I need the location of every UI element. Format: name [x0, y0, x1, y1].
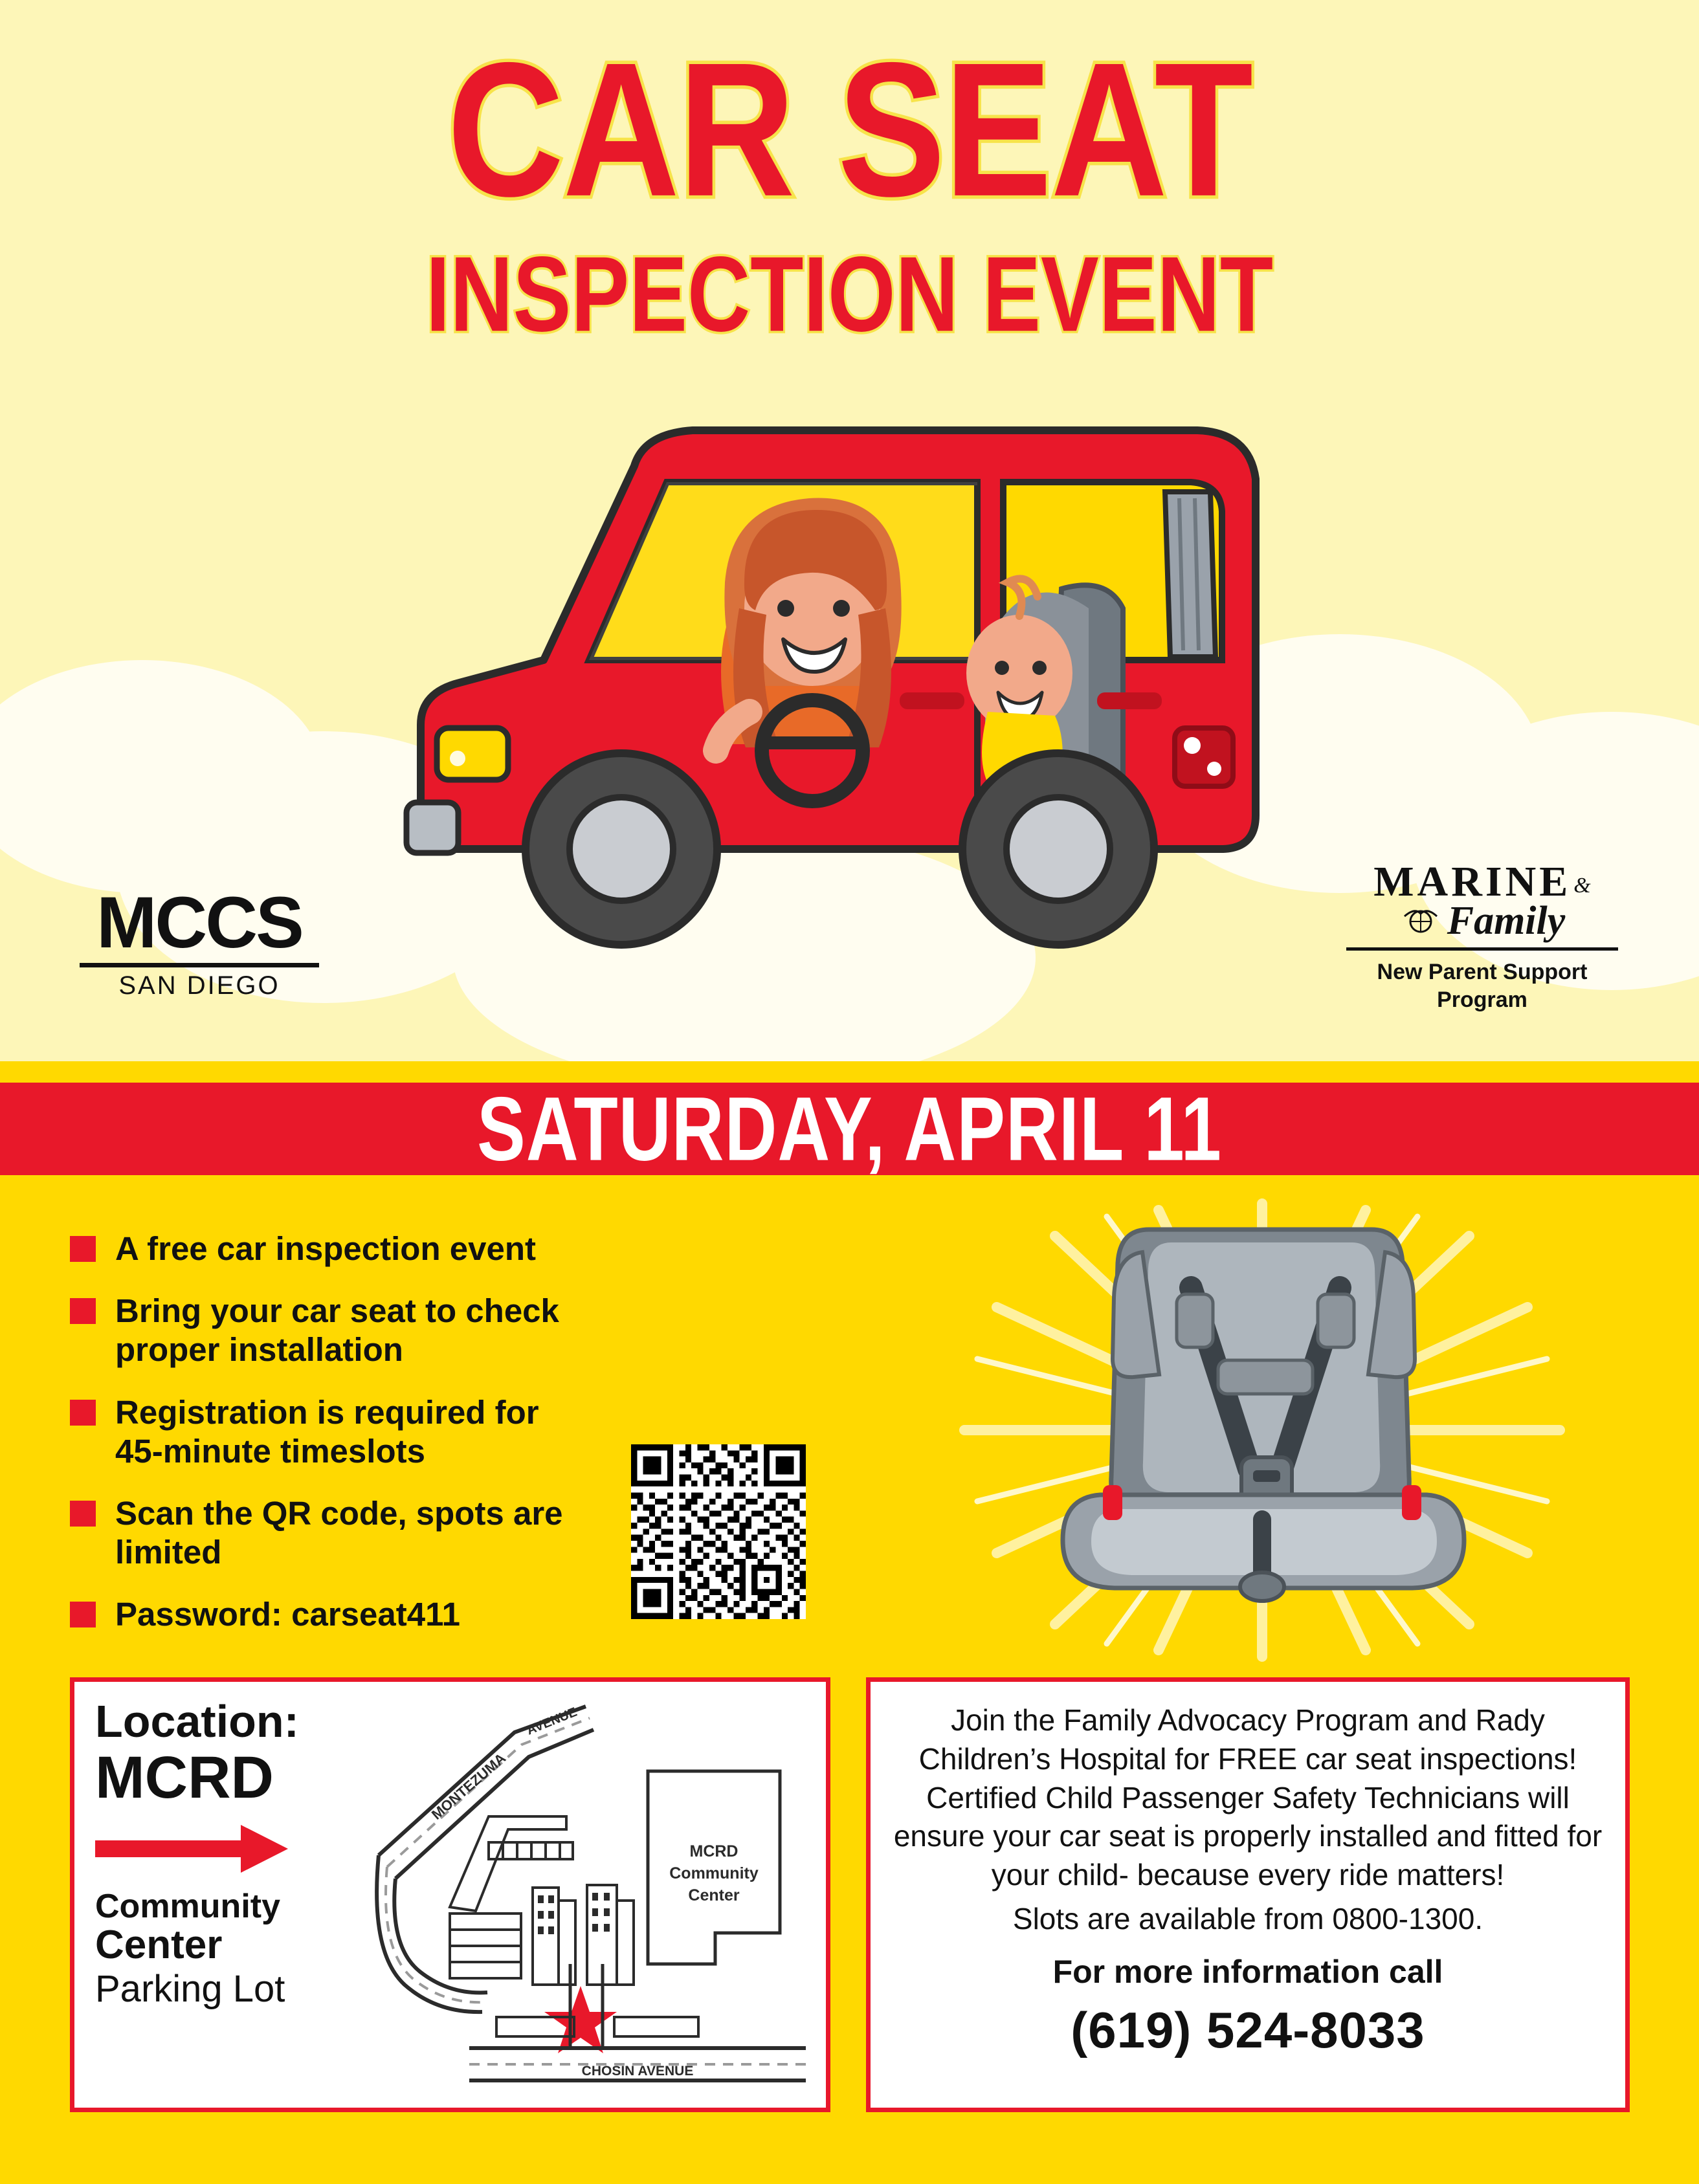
mccs-wordmark — [96, 882, 302, 963]
ampersand: & — [1573, 874, 1591, 898]
headline-block — [0, 23, 1699, 353]
divider — [80, 963, 319, 967]
bullet-square-icon — [70, 1236, 96, 1262]
bullet-square-icon — [70, 1298, 96, 1324]
divider — [1346, 947, 1618, 951]
marine-sub-line-1: New Parent Support — [1377, 960, 1588, 984]
list-item — [70, 1230, 717, 1268]
bullet-text: Registration is required for 45-minute timeslots — [115, 1393, 539, 1470]
page-title: CAR SEAT — [447, 23, 1252, 236]
location-name: MCRD — [95, 1745, 274, 1811]
location-label: Location: — [95, 1696, 299, 1747]
bullet-list — [70, 1230, 717, 1657]
bullet-square-icon — [70, 1501, 96, 1527]
bullet-square-icon — [70, 1400, 96, 1426]
svg-text:AVENUE: AVENUE — [524, 1704, 579, 1738]
mccs-sub-text: SAN DIEGO — [118, 971, 280, 1000]
map-street-bottom: CHOSIN AVENUE — [581, 2064, 694, 2079]
bullet-text: Scan the QR code, spots are limited — [115, 1494, 563, 1571]
location-box — [70, 1677, 830, 2112]
family-wordmark: Family — [1447, 899, 1566, 943]
map-building-label-2: Community — [669, 1864, 759, 1882]
list-item — [70, 1292, 717, 1369]
bullet-text: A free car inspection event — [115, 1230, 537, 1267]
bullet-square-icon — [70, 1602, 96, 1627]
bullet-text: Bring your car seat to check proper installation — [115, 1292, 559, 1369]
map-building-label-3: Center — [688, 1886, 740, 1904]
red-car-with-mother-and-baby-icon — [330, 388, 1340, 1035]
phone-number[interactable]: (619) 524-8033 — [1071, 2001, 1425, 2058]
info-slots: Slots are available from 0800-1300. — [1012, 1901, 1483, 1936]
location-line-4: Center — [95, 1923, 223, 1968]
child-car-seat-icon — [887, 1191, 1638, 1670]
marine-sub-line-2: Program — [1437, 987, 1527, 1012]
list-item — [70, 1494, 717, 1572]
qr-code-icon[interactable] — [631, 1444, 806, 1619]
info-more-label: For more information call — [1052, 1953, 1443, 1990]
marine-family-logo — [1340, 858, 1625, 1013]
mother-figure — [716, 498, 902, 751]
date-banner — [0, 1078, 1699, 1180]
marine-wordmark: MARINE — [1373, 858, 1571, 905]
red-right-arrow-icon — [95, 1824, 348, 1877]
eagle-globe-anchor-icon — [1399, 905, 1442, 937]
mccs-logo — [70, 882, 329, 1000]
marine-top-row — [1340, 858, 1625, 905]
location-text-block — [95, 1696, 348, 2011]
event-date: SATURDAY, APRIL 11 — [477, 1078, 1222, 1180]
marine-family-row — [1340, 901, 1625, 941]
page-subtitle: INSPECTION EVENT — [425, 234, 1274, 353]
mccs-word-text: MCCS — [96, 882, 302, 963]
svg-text:MONTEZUMA: MONTEZUMA — [428, 1750, 509, 1823]
top-section — [0, 0, 1699, 1061]
list-item — [70, 1393, 717, 1471]
location-map — [353, 1693, 819, 2101]
location-line-3: Community — [95, 1887, 280, 1925]
info-paragraph: Join the Family Advocacy Program and Rady Children’s Hospital for FREE car seat inspections! Certified Child Passenger Safety Technicians will ensure your car seat is properly installed and fitted for your child- because every ride matters! — [893, 1703, 1603, 1892]
list-item — [70, 1595, 717, 1634]
map-building-label-1: MCRD — [689, 1842, 738, 1860]
bullet-text: Password: carseat411 — [115, 1596, 461, 1633]
location-line-5: Parking Lot — [95, 1968, 285, 2011]
info-box — [866, 1677, 1630, 2112]
